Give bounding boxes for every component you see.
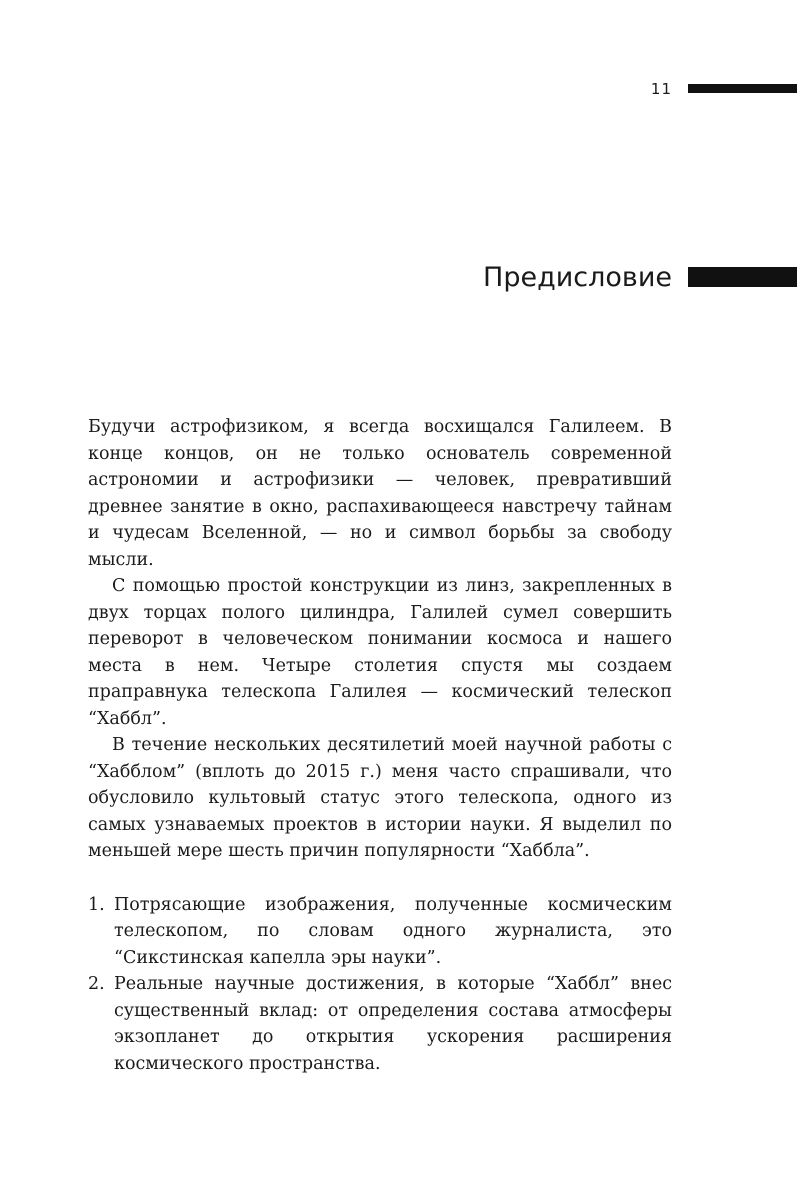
list-item: [88, 892, 672, 972]
paragraph-2: С помощью простой конструкции из линз, закрепленных в двух торцах полого цилиндра, Галилей сумел совершить переворот в человеческом понимании космоса и нашего места в нем. Четыре столетия спустя мы создаем праправнука телескопа Галилея — космический телескоп “Хаббл”.: [88, 576, 672, 729]
page-number-bar: [688, 84, 797, 93]
list-item-number: 1.: [88, 894, 105, 915]
paragraph-3: В течение нескольких десятилетий моей научной работы с “Хабблом” (вплоть до 2015 г.) меня часто спрашивали, что обусловило культовый статус этого телескопа, одного из самых узнаваемых проектов в истории науки. Я выделил по меньшей мере шесть причин популярности “Хаббла”.: [88, 735, 672, 861]
numbered-list: [88, 892, 672, 1078]
chapter-title: Предисловие: [483, 262, 672, 293]
body-text: [88, 414, 672, 1077]
paragraph-1: Будучи астрофизиком, я всегда восхищался Галилеем. В конце концов, он не только основатель современной астрономии и астрофизики — человек, превративший древнее занятие в окно, распахивающееся навстречу тайнам и чудесам Вселенной, — но и символ борьбы за свободу мысли.: [88, 417, 672, 570]
list-item: [88, 971, 672, 1077]
list-item-number: 2.: [88, 974, 105, 994]
chapter-title-bar: [688, 267, 797, 287]
page-number: 11: [650, 80, 672, 98]
list-item-text: Потрясающие изображения, полученные космическим телескопом, по словам одного журналиста, это “Сикстинская капелла эры науки”.: [114, 894, 672, 968]
list-item-text: Реальные научные достижения, в которые “Хаббл” внес существенный вклад: от определения состава атмосферы экзопланет до открытия ускорения расширения космического пространства.: [114, 974, 672, 1074]
